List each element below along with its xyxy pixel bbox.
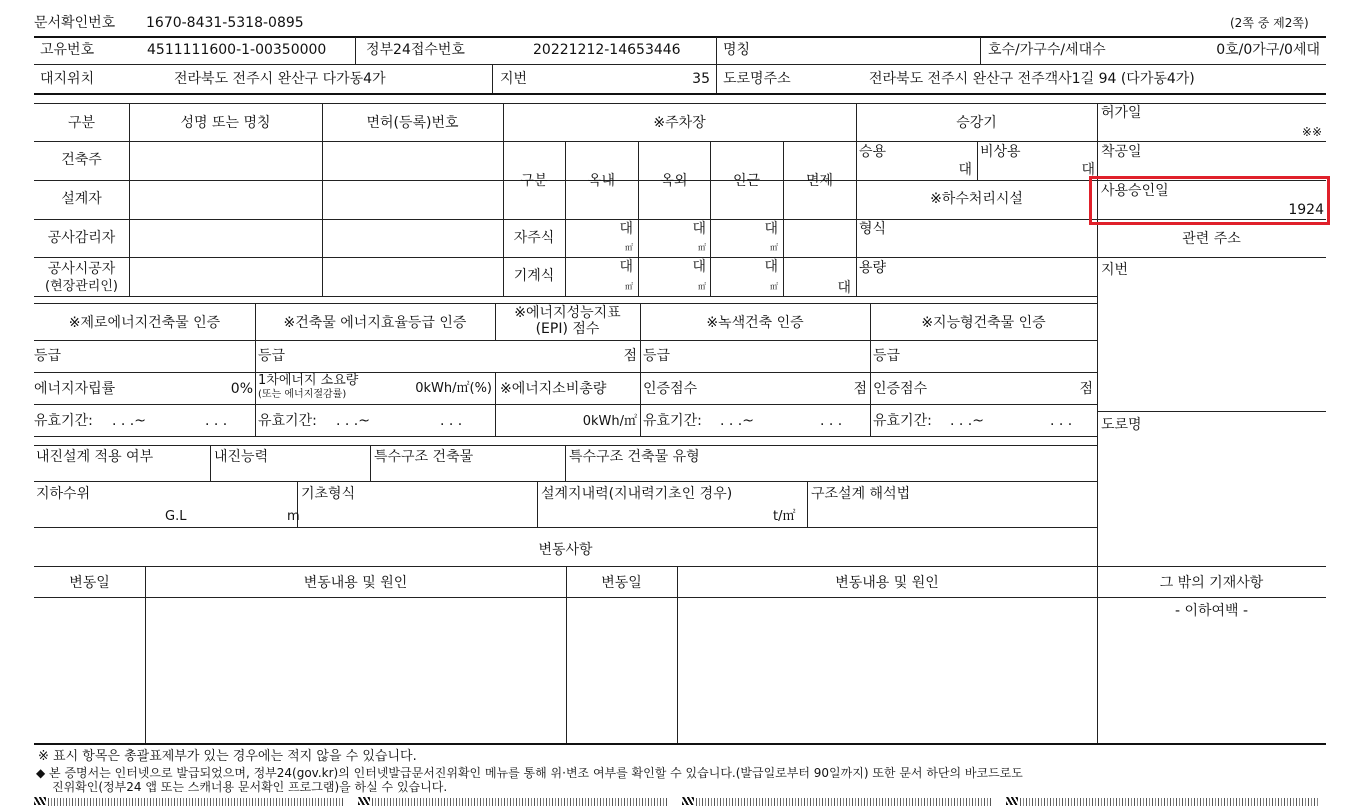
barcode-mark [34, 797, 46, 805]
sewage-capacity-label: 용량 [859, 260, 887, 276]
other-notes-header: 그 밖의 기재사항 [1159, 575, 1264, 591]
parking-unit: 대 [692, 221, 706, 237]
people-row-designer: 설계자 [61, 191, 102, 207]
divider [783, 141, 784, 296]
foundation-type-label: 기초형식 [301, 486, 356, 502]
groundwater-gl: G.L [165, 509, 187, 524]
road-value: 전라북도 전주시 완산구 전주객사1길 94 (다가동4가) [869, 71, 1195, 87]
doc-check-label: 문서확인번호 [34, 15, 116, 31]
people-row-builder: 공사시공자 [47, 261, 116, 277]
seismic-applied-label: 내진설계 적용 여부 [36, 449, 154, 465]
epi-title-line1: ※에너지성능지표 [514, 305, 621, 321]
page-indicator: (2쪽 중 제2쪽) [1230, 16, 1309, 30]
validity-start: . . .~ [950, 413, 984, 429]
divider [565, 446, 566, 481]
unique-no-value: 4511111600-1-00350000 [147, 42, 327, 58]
divider [1097, 141, 1326, 142]
validity-start: . . .~ [336, 413, 370, 429]
primary-energy-line2: (또는 에너지절감률) [258, 389, 347, 400]
blank-below-note: - 이하여백 - [1174, 603, 1249, 619]
efficiency-cert: ※건축물 에너지효율등급 인증 [283, 315, 467, 331]
primary-energy-line1: 1차에너지 소요량 [258, 373, 359, 388]
footer-note-2: ◆ 본 증명서는 인터넷으로 발급되었으며, 정부24(gov.kr)의 인터넷발급문서진위확인 메뉴를 통해 위·변조 여부를 확인할 수 있습니다.(발급일로부터 90일까지) 또한 문서 하단의 바코드로도 [36, 766, 1023, 780]
validity-end: . . . [205, 413, 228, 429]
validity-end: . . . [820, 413, 843, 429]
elevator-passenger-label: 승용 [859, 144, 887, 160]
parking-col-indoor: 옥내 [587, 173, 616, 189]
barcode [696, 798, 991, 806]
divider [34, 340, 1097, 341]
changes-title: 변동사항 [538, 542, 593, 558]
receipt-label: 정부24접수번호 [366, 42, 465, 58]
divider [34, 257, 1326, 258]
related-address-title: 관련 주소 [1182, 231, 1241, 247]
validity-start: . . .~ [112, 413, 146, 429]
parking-title: ※주차장 [653, 115, 706, 131]
highlight-box [1089, 176, 1330, 225]
people-col-name: 성명 또는 명칭 [180, 115, 271, 131]
units-label: 호수/가구수/세대수 [988, 42, 1106, 58]
divider [716, 65, 717, 93]
parking-row-self: 자주식 [513, 230, 555, 246]
divider [34, 481, 1097, 482]
site-label: 대지위치 [40, 71, 95, 87]
parking-row-mech: 기계식 [513, 268, 555, 284]
divider [716, 37, 717, 64]
divider [370, 446, 371, 481]
smart-cert: ※지능형건축물 인증 [921, 315, 1046, 331]
bearing-capacity-label: 설계지내력(지내력기초인 경우) [541, 486, 733, 502]
special-structure-label: 특수구조 건축물 [374, 449, 474, 465]
structural-analysis-label: 구조설계 해석법 [811, 486, 911, 502]
related-lot-label: 지번 [1101, 262, 1129, 278]
parking-unit-area: ㎡ [698, 282, 706, 291]
road-label: 도로명주소 [723, 71, 791, 87]
barcode [48, 798, 343, 806]
smart-score-label: 인증점수 [873, 381, 928, 397]
parking-col-exempt: 면제 [805, 173, 834, 189]
receipt-value: 20221212-14653446 [533, 42, 681, 58]
self-sufficiency-label: 에너지자립률 [34, 381, 116, 397]
parking-col-nearby: 인근 [732, 173, 761, 189]
divider [34, 436, 1097, 437]
units-value: 0호/0가구/0세대 [1216, 42, 1320, 58]
barcode [372, 798, 667, 806]
green-score-unit: 점 [853, 381, 867, 397]
total-consumption-value: 0kWh/㎡ [582, 414, 637, 429]
elevator-title: 승강기 [956, 115, 997, 131]
total-consumption-label: ※에너지소비총량 [500, 381, 607, 397]
parking-unit-area: ㎡ [625, 243, 633, 252]
site-value: 전라북도 전주시 완산구 다가동4가 [174, 71, 386, 87]
elevator-emergency-unit: 대 [1081, 162, 1095, 178]
green-grade-label: 등급 [643, 348, 671, 364]
divider [34, 527, 1097, 528]
smart-score-unit: 점 [1079, 381, 1093, 397]
validity-end: . . . [440, 413, 463, 429]
divider [492, 65, 493, 93]
bearing-capacity-unit: t/㎡ [773, 509, 796, 524]
epi-title-line2: (EPI) 점수 [535, 321, 600, 337]
zero-grade-label: 등급 [34, 348, 62, 364]
divider [34, 303, 1097, 304]
divider [322, 104, 323, 296]
parking-total-unit: 대 [837, 280, 851, 296]
doc-check-number: 1670-8431-5318-0895 [146, 15, 304, 31]
changes-content-header: 변동내용 및 원인 [835, 575, 939, 591]
efficiency-grade-label: 등급 [258, 348, 286, 364]
barcode-mark [1006, 797, 1018, 805]
lot-value: 35 [692, 71, 710, 87]
barcode-mark [682, 797, 694, 805]
elevator-emergency-label: 비상용 [980, 144, 1021, 160]
related-road-label: 도로명 [1101, 417, 1142, 433]
divider [34, 296, 1097, 297]
parking-unit: 대 [619, 259, 633, 275]
parking-unit: 대 [764, 221, 778, 237]
groundwater-label: 지하수위 [36, 486, 91, 502]
validity-label: 유효기간: [643, 413, 702, 429]
validity-label: 유효기간: [34, 413, 93, 429]
special-structure-type-label: 특수구조 건축물 유형 [569, 449, 700, 465]
changes-date-header: 변동일 [69, 575, 110, 591]
unique-no-label: 고유번호 [40, 42, 95, 58]
parking-unit: 대 [764, 259, 778, 275]
parking-col-type: 구분 [520, 173, 548, 189]
parking-col-outdoor: 옥외 [660, 173, 688, 189]
approval-date-label: 사용승인일 [1101, 183, 1169, 199]
divider [34, 93, 1326, 95]
sewage-type-label: 형식 [859, 221, 887, 237]
people-col-license: 면허(등록)번호 [366, 115, 459, 131]
parking-unit-area: ㎡ [770, 243, 778, 252]
parking-unit-area: ㎡ [698, 243, 706, 252]
people-row-site-manager: (현장관리인) [45, 279, 118, 294]
divider [495, 372, 496, 436]
green-score-label: 인증점수 [643, 381, 698, 397]
top-border [34, 36, 1326, 38]
green-cert: ※녹색건축 인증 [706, 315, 804, 331]
validity-start: . . .~ [720, 413, 754, 429]
barcode [1020, 798, 1320, 806]
changes-content-header: 변동내용 및 원인 [303, 575, 408, 591]
validity-label: 유효기간: [873, 413, 932, 429]
seismic-capacity-label: 내진능력 [214, 449, 269, 465]
zero-energy-cert: ※제로에너지건축물 인증 [68, 315, 221, 331]
divider [537, 482, 538, 527]
barcode-mark [358, 797, 370, 805]
smart-grade-label: 등급 [873, 348, 901, 364]
people-row-supervisor: 공사감리자 [47, 230, 116, 246]
divider [210, 446, 211, 481]
divider [34, 566, 1326, 567]
divider [566, 567, 567, 743]
people-col-type: 구분 [67, 115, 96, 131]
divider [145, 567, 146, 743]
divider [34, 180, 503, 181]
section-bottom-border [34, 743, 1326, 745]
footer-note-1: ※ 표시 항목은 총괄표제부가 있는 경우에는 적지 않을 수 있습니다. [38, 749, 417, 764]
divider [129, 104, 130, 296]
parking-unit-area: ㎡ [770, 282, 778, 291]
lot-label: 지번 [500, 71, 528, 87]
primary-energy-value: 0kWh/㎡(%) [415, 381, 492, 396]
section-top-border [34, 103, 1326, 104]
validity-end: . . . [1050, 413, 1073, 429]
elevator-passenger-unit: 대 [958, 162, 972, 178]
permit-date-label: 허가일 [1101, 105, 1142, 121]
divider [856, 180, 1097, 181]
divider [980, 37, 981, 64]
divider [34, 404, 1097, 405]
divider [807, 482, 808, 527]
divider [503, 104, 504, 296]
divider [1097, 411, 1326, 412]
parking-unit-area: ㎡ [625, 282, 633, 291]
groundwater-unit: m [287, 509, 300, 524]
sewage-title: ※하수처리시설 [930, 191, 1023, 207]
divider [34, 372, 1097, 373]
parking-unit: 대 [619, 221, 633, 237]
start-date-label: 착공일 [1101, 144, 1142, 160]
parking-unit: 대 [692, 259, 706, 275]
validity-label: 유효기간: [258, 413, 317, 429]
name-label: 명칭 [723, 42, 751, 58]
divider [977, 141, 978, 180]
approval-date-value: 1924 [1288, 202, 1324, 218]
divider [34, 64, 1326, 65]
footer-note-2-continued: 진위확인(정부24 앱 또는 스캐너용 문서확인 프로그램)을 하실 수 있습니다. [52, 780, 448, 794]
people-row-owner: 건축주 [61, 152, 102, 168]
divider [677, 567, 678, 743]
divider [34, 597, 1326, 598]
divider [355, 37, 356, 64]
divider [34, 141, 856, 142]
changes-date-header: 변동일 [601, 575, 642, 591]
epi-points-unit: 점 [623, 348, 637, 364]
self-sufficiency-value: 0% [230, 381, 253, 397]
permit-date-value: ※※ [1301, 125, 1322, 139]
